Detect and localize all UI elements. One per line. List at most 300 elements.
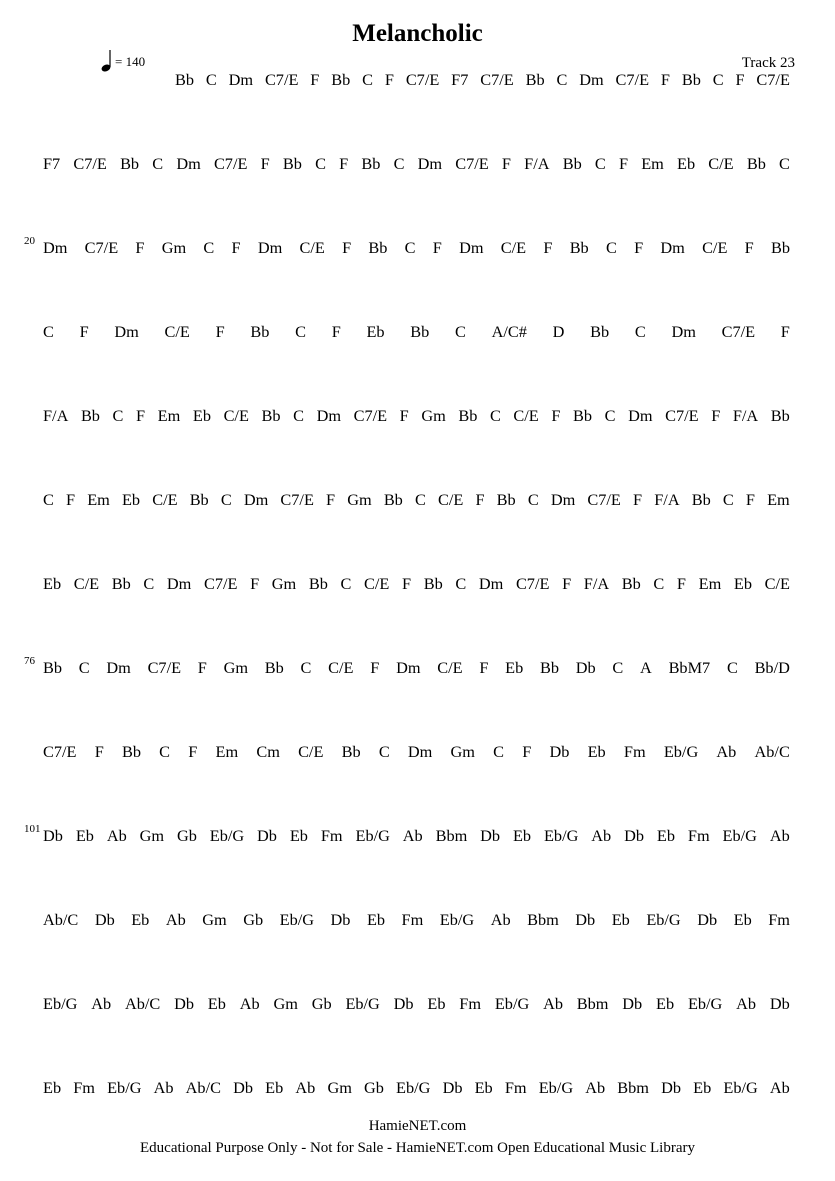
chord-symbol: Ab: [239, 994, 260, 1013]
chord-symbol: Eb: [611, 910, 630, 929]
chord-symbol: Gm: [347, 490, 372, 509]
chord-symbol: C: [455, 574, 467, 593]
chord-symbol: Dm: [478, 574, 504, 593]
chord-symbol: F: [551, 406, 561, 425]
chord-symbol: Bbm: [527, 910, 559, 929]
chord-symbol: Gm: [271, 574, 297, 593]
chord-symbol: F: [231, 238, 241, 257]
chord-symbol: Eb/G: [538, 1078, 574, 1097]
chord-symbol: C/E: [437, 490, 464, 509]
chord-symbol: Bbm: [576, 994, 609, 1013]
chord-symbol: Bb: [621, 574, 641, 593]
chord-symbol: Db: [697, 910, 718, 929]
chord-symbol: F/A: [524, 154, 550, 173]
chord-symbol: Db: [624, 826, 644, 845]
chord-symbol: D: [552, 322, 565, 341]
chord-symbol: Eb: [512, 826, 532, 845]
chord-symbol: Gm: [139, 826, 165, 845]
chord-symbol: F: [780, 322, 790, 341]
chord-symbol: Dm: [316, 406, 341, 425]
chord-symbol: Bb: [308, 574, 328, 593]
chord-symbol: C/E: [73, 574, 100, 593]
chord-symbol: C: [653, 574, 665, 593]
chord-symbol: Bb: [341, 742, 361, 761]
tempo-value: = 140: [115, 54, 146, 69]
chord-symbol: F/A: [732, 406, 759, 425]
chord-symbol: Fm: [504, 1078, 527, 1097]
chord-symbol: C: [43, 322, 54, 341]
chord-symbol: Eb: [75, 826, 94, 845]
chord-symbol: Bb: [770, 238, 790, 257]
chord-symbol: C: [605, 238, 617, 257]
chord-symbol: A: [640, 658, 652, 677]
chord-symbol: Db: [549, 742, 570, 761]
chord-line: [43, 153, 790, 175]
chord-symbol: Gb: [243, 910, 264, 929]
chord-symbol: C: [612, 658, 624, 677]
chord-symbol: Bb: [423, 574, 443, 593]
chord-symbol: Eb: [121, 490, 141, 509]
chord-symbol: Fm: [687, 826, 710, 845]
chord-symbol: Bb: [331, 70, 351, 89]
chord-symbol: Eb: [289, 826, 308, 845]
chord-symbol: F: [136, 406, 146, 425]
chord-symbol: Db: [94, 910, 115, 929]
chord-symbol: Bb: [189, 490, 209, 509]
chord-symbol: F: [215, 322, 225, 341]
chord-symbol: C: [527, 490, 539, 509]
chord-symbol: Dm: [660, 238, 685, 257]
chord-symbol: Ab: [295, 1078, 316, 1097]
chord-line: [43, 741, 790, 763]
chord-symbol: Db: [174, 994, 194, 1013]
tempo-marking: [100, 48, 170, 74]
chord-symbol: Bbm: [435, 826, 468, 845]
chord-symbol: Eb: [366, 910, 386, 929]
chord-symbol: Dm: [628, 406, 653, 425]
chord-symbol: Ab: [736, 994, 757, 1013]
chord-symbol: Ab: [769, 1078, 790, 1097]
chord-symbol: F: [250, 574, 260, 593]
chord-symbol: Gm: [327, 1078, 352, 1097]
chord-symbol: Eb/G: [646, 910, 681, 929]
chord-symbol: F: [562, 574, 572, 593]
chord-symbol: Eb/G: [107, 1078, 142, 1097]
chord-symbol: Ab: [716, 742, 737, 761]
bar-number: 101: [24, 823, 41, 835]
chord-symbol: F: [543, 238, 553, 257]
chord-symbol: C/E: [299, 238, 325, 257]
chord-symbol: Eb: [131, 910, 150, 929]
chord-symbol: Gm: [202, 910, 227, 929]
chord-symbol: Dm: [257, 238, 283, 257]
chord-symbol: Bb: [120, 154, 140, 173]
chord-symbol: Ab: [585, 1078, 606, 1097]
chord-symbol: F: [475, 490, 485, 509]
chord-symbol: Bb: [368, 238, 388, 257]
chord-symbol: Eb/G: [723, 1078, 758, 1097]
chord-symbol: Ab: [591, 826, 612, 845]
chord-symbol: C7/E: [84, 238, 119, 257]
chord-symbol: Ab: [769, 826, 790, 845]
chord-symbol: Em: [215, 742, 239, 761]
chord-symbol: Fm: [459, 994, 482, 1013]
chord-symbol: C/E: [437, 658, 463, 677]
chord-symbol: C: [556, 70, 568, 89]
chord-symbol: F: [326, 490, 336, 509]
chord-symbol: C7/E: [480, 70, 514, 89]
chord-line: [175, 69, 790, 91]
chord-symbol: Dm: [228, 70, 254, 89]
chord-line: [43, 489, 790, 511]
chord-symbol: Bb: [770, 406, 790, 425]
chord-symbol: Eb: [192, 406, 211, 425]
chord-symbol: F: [135, 238, 145, 257]
chord-symbol: C: [594, 154, 606, 173]
chord-symbol: F: [479, 658, 489, 677]
chord-symbol: F: [634, 238, 644, 257]
chord-symbol: Dm: [550, 490, 576, 509]
chord-symbol: F: [339, 154, 349, 173]
chord-symbol: Em: [698, 574, 722, 593]
chord-symbol: C7/E: [280, 490, 314, 509]
chord-symbol: Dm: [579, 70, 604, 89]
chord-symbol: Eb/G: [43, 994, 78, 1013]
chord-symbol: Gm: [421, 406, 446, 425]
chord-symbol: Eb/G: [543, 826, 579, 845]
chord-symbol: Dm: [176, 154, 201, 173]
chord-symbol: Db: [442, 1078, 463, 1097]
chord-symbol: Dm: [417, 154, 443, 173]
chord-symbol: F: [342, 238, 352, 257]
chord-symbol: Fm: [320, 826, 343, 845]
bar-number: 20: [24, 235, 35, 247]
chord-symbol: F: [432, 238, 442, 257]
chord-symbol: Db: [575, 910, 596, 929]
chord-symbol: F/A: [43, 406, 69, 425]
chord-symbol: Ab: [490, 910, 511, 929]
chord-symbol: C: [205, 70, 217, 89]
chord-symbol: Eb: [587, 742, 606, 761]
song-title: Melancholic: [352, 20, 483, 47]
chord-symbol: Bb: [569, 238, 589, 257]
chord-symbol: Gm: [450, 742, 475, 761]
chord-symbol: C/E: [298, 742, 324, 761]
chord-symbol: BbM7: [668, 658, 711, 677]
chord-symbol: Eb/G: [494, 994, 530, 1013]
chord-symbol: Bb/D: [754, 658, 790, 677]
chord-symbol: Bb: [121, 742, 141, 761]
chord-symbol: F: [522, 742, 532, 761]
chord-symbol: Eb: [733, 910, 752, 929]
chord-symbol: Em: [157, 406, 181, 425]
chord-symbol: C7/E: [587, 490, 621, 509]
chord-symbol: Ab: [543, 994, 563, 1013]
chord-symbol: F: [676, 574, 686, 593]
chord-symbol: Eb/G: [345, 994, 380, 1013]
chord-symbol: Gm: [161, 238, 187, 257]
chord-symbol: Ab/C: [185, 1078, 221, 1097]
chord-line: [43, 321, 790, 343]
chord-symbol: Db: [330, 910, 351, 929]
chord-symbol: Gm: [223, 658, 249, 677]
chord-symbol: F: [402, 574, 412, 593]
chord-symbol: F: [310, 70, 320, 89]
chord-symbol: F7: [451, 70, 469, 89]
chord-symbol: F: [660, 70, 670, 89]
chord-symbol: C/E: [764, 574, 790, 593]
bar-number: 76: [24, 655, 35, 667]
chord-symbol: Bb: [562, 154, 582, 173]
chord-line: [43, 657, 790, 679]
chord-symbol: Db: [622, 994, 643, 1013]
chord-symbol: C: [493, 742, 505, 761]
chord-symbol: Eb/G: [355, 826, 390, 845]
chord-symbol: Dm: [459, 238, 484, 257]
footer-notice: Educational Purpose Only - Not for Sale - HamieNET.com Open Educational Music Library: [140, 1140, 695, 1156]
chord-symbol: Eb: [366, 322, 385, 341]
chord-symbol: C7/E: [405, 70, 440, 89]
chord-symbol: Bb: [746, 154, 766, 173]
footer-site: HamieNET.com: [368, 1118, 467, 1134]
chord-symbol: F7: [43, 154, 61, 173]
chord-symbol: Ab: [91, 994, 112, 1013]
chord-symbol: C: [159, 742, 171, 761]
chord-symbol: Ab/C: [124, 994, 161, 1013]
chord-symbol: Bb: [540, 658, 560, 677]
chord-symbol: Eb/G: [279, 910, 314, 929]
chord-symbol: Ab/C: [43, 910, 79, 929]
chord-symbol: C: [340, 574, 352, 593]
quarter-note-icon: [100, 48, 114, 74]
chord-symbol: F: [370, 658, 380, 677]
chord-symbol: C: [378, 742, 390, 761]
chord-symbol: C7/E: [756, 70, 790, 89]
chord-symbol: F: [197, 658, 207, 677]
chord-symbol: F: [66, 490, 76, 509]
chord-symbol: F: [745, 490, 755, 509]
chord-symbol: C/E: [152, 490, 178, 509]
chord-symbol: Ab/C: [754, 742, 790, 761]
chord-symbol: C7/E: [43, 742, 77, 761]
chord-symbol: Bb: [458, 406, 478, 425]
track-label: Track 23: [741, 55, 795, 71]
chord-symbol: F: [744, 238, 754, 257]
chord-symbol: C: [362, 70, 373, 89]
chord-symbol: Bb: [175, 70, 195, 89]
chord-symbol: C: [112, 406, 124, 425]
chord-symbol: Gm: [273, 994, 298, 1013]
chord-symbol: F: [384, 70, 394, 89]
chord-symbol: Bb: [496, 490, 516, 509]
chord-symbol: Ab: [165, 910, 186, 929]
chord-symbol: C/E: [328, 658, 354, 677]
chord-line: [43, 405, 790, 427]
chord-line: [43, 993, 790, 1015]
chord-symbol: C: [393, 154, 405, 173]
chord-symbol: Db: [393, 994, 414, 1013]
chord-symbol: F: [633, 490, 643, 509]
chord-symbol: C: [404, 238, 416, 257]
chord-symbol: Dm: [407, 742, 433, 761]
chord-symbol: Bbm: [617, 1078, 649, 1097]
chord-symbol: Eb: [677, 154, 696, 173]
chord-symbol: Ab: [106, 826, 127, 845]
chord-symbol: Bb: [525, 70, 545, 89]
chord-symbol: C: [300, 658, 312, 677]
chord-symbol: Db: [769, 994, 790, 1013]
chord-symbol: F: [618, 154, 629, 173]
chord-symbol: C7/E: [515, 574, 550, 593]
chord-symbol: F: [260, 154, 270, 173]
chord-symbol: C7/E: [203, 574, 238, 593]
chord-symbol: Bb: [261, 406, 281, 425]
chord-symbol: Dm: [396, 658, 421, 677]
chord-symbol: Db: [661, 1078, 681, 1097]
chord-symbol: C: [203, 238, 215, 257]
chord-symbol: Db: [257, 826, 277, 845]
chord-symbol: C/E: [500, 238, 527, 257]
chord-symbol: Cm: [256, 742, 280, 761]
chord-symbol: C7/E: [615, 70, 650, 89]
chord-symbol: Eb: [207, 994, 226, 1013]
chord-symbol: Gb: [176, 826, 197, 845]
chord-symbol: C/E: [164, 322, 190, 341]
chord-symbol: Dm: [106, 658, 131, 677]
chord-symbol: C7/E: [213, 154, 248, 173]
chord-symbol: Bb: [361, 154, 381, 173]
chord-symbol: F/A: [654, 490, 680, 509]
chord-symbol: Eb/G: [663, 742, 699, 761]
chord-symbol: C: [152, 154, 164, 173]
chord-symbol: C: [414, 490, 426, 509]
chord-symbol: Eb: [733, 574, 752, 593]
chord-symbol: Dm: [43, 238, 68, 257]
chord-symbol: C: [220, 490, 232, 509]
chord-symbol: Fm: [73, 1078, 95, 1097]
chord-symbol: C: [722, 490, 734, 509]
chord-symbol: Gb: [364, 1078, 384, 1097]
chord-symbol: Db: [43, 826, 63, 845]
chord-symbol: F: [399, 406, 409, 425]
chord-symbol: C: [315, 154, 326, 173]
chord-symbol: A/C#: [491, 322, 527, 341]
chord-symbol: Eb/G: [209, 826, 245, 845]
chord-symbol: F: [188, 742, 198, 761]
chord-symbol: C/E: [223, 406, 249, 425]
chord-symbol: C7/E: [721, 322, 756, 341]
chord-symbol: C: [489, 406, 501, 425]
chord-symbol: Dm: [243, 490, 269, 509]
chord-symbol: C: [604, 406, 616, 425]
chord-symbol: C: [295, 322, 306, 341]
chord-symbol: Eb: [43, 574, 62, 593]
chord-symbol: F: [331, 322, 341, 341]
chord-symbol: C/E: [513, 406, 539, 425]
chord-symbol: Eb/G: [439, 910, 475, 929]
chord-symbol: F: [94, 742, 104, 761]
chord-symbol: Ab: [153, 1078, 174, 1097]
chord-symbol: Em: [87, 490, 110, 509]
chord-line: [43, 237, 790, 259]
chord-symbol: Eb: [427, 994, 446, 1013]
chord-symbol: Bb: [282, 154, 302, 173]
chord-line: [43, 1077, 790, 1099]
chord-line: [43, 573, 790, 595]
chord-symbol: C: [293, 406, 304, 425]
chord-symbol: Dm: [166, 574, 192, 593]
chord-symbol: Bb: [383, 490, 403, 509]
chord-symbol: C: [712, 70, 724, 89]
chord-symbol: F: [711, 406, 721, 425]
chord-symbol: Em: [641, 154, 664, 173]
chord-symbol: Fm: [623, 742, 646, 761]
chord-symbol: Eb: [474, 1078, 493, 1097]
chord-symbol: C: [78, 658, 90, 677]
chord-symbol: Bb: [80, 406, 100, 425]
chord-symbol: Eb: [265, 1078, 284, 1097]
chord-symbol: Eb/G: [722, 826, 757, 845]
chord-symbol: C: [43, 490, 54, 509]
chord-symbol: Gb: [311, 994, 332, 1013]
chord-symbol: C: [143, 574, 155, 593]
chord-symbol: Eb: [505, 658, 524, 677]
chord-symbol: C7/E: [264, 70, 299, 89]
chord-symbol: Ab: [402, 826, 423, 845]
chord-symbol: Fm: [401, 910, 424, 929]
chord-symbol: Eb: [656, 826, 675, 845]
chord-symbol: F: [501, 154, 511, 173]
chord-symbol: C: [779, 154, 790, 173]
chord-symbol: Bb: [573, 406, 593, 425]
chord-line: [43, 825, 790, 847]
chord-symbol: Bb: [111, 574, 131, 593]
chord-line: [43, 909, 790, 931]
chord-symbol: Dm: [671, 322, 696, 341]
chord-symbol: C: [634, 322, 646, 341]
chord-symbol: C/E: [702, 238, 728, 257]
chord-symbol: Bb: [43, 658, 63, 677]
chord-symbol: Em: [767, 490, 790, 509]
chord-symbol: Eb: [43, 1078, 62, 1097]
chord-symbol: Bb: [681, 70, 701, 89]
chord-symbol: Db: [480, 826, 501, 845]
chord-symbol: Bb: [691, 490, 711, 509]
chord-symbol: Eb/G: [687, 994, 723, 1013]
chord-symbol: Dm: [114, 322, 139, 341]
chord-symbol: C7/E: [147, 658, 182, 677]
chord-symbol: C: [455, 322, 466, 341]
chord-symbol: C7/E: [73, 154, 107, 173]
chord-symbol: Db: [575, 658, 596, 677]
chord-symbol: Bb: [264, 658, 284, 677]
chord-symbol: C7/E: [353, 406, 388, 425]
chord-symbol: Eb: [693, 1078, 712, 1097]
chord-symbol: C7/E: [665, 406, 699, 425]
chord-symbol: F: [735, 70, 745, 89]
chord-symbol: C: [726, 658, 738, 677]
chord-symbol: F/A: [583, 574, 610, 593]
chord-symbol: Bb: [410, 322, 430, 341]
chord-symbol: Eb: [656, 994, 675, 1013]
chord-symbol: Bb: [250, 322, 270, 341]
chord-symbol: C/E: [364, 574, 390, 593]
chord-symbol: F: [79, 322, 89, 341]
chord-symbol: Eb/G: [396, 1078, 431, 1097]
chord-symbol: Fm: [768, 910, 790, 929]
chord-symbol: C/E: [708, 154, 734, 173]
chord-symbol: C7/E: [455, 154, 489, 173]
